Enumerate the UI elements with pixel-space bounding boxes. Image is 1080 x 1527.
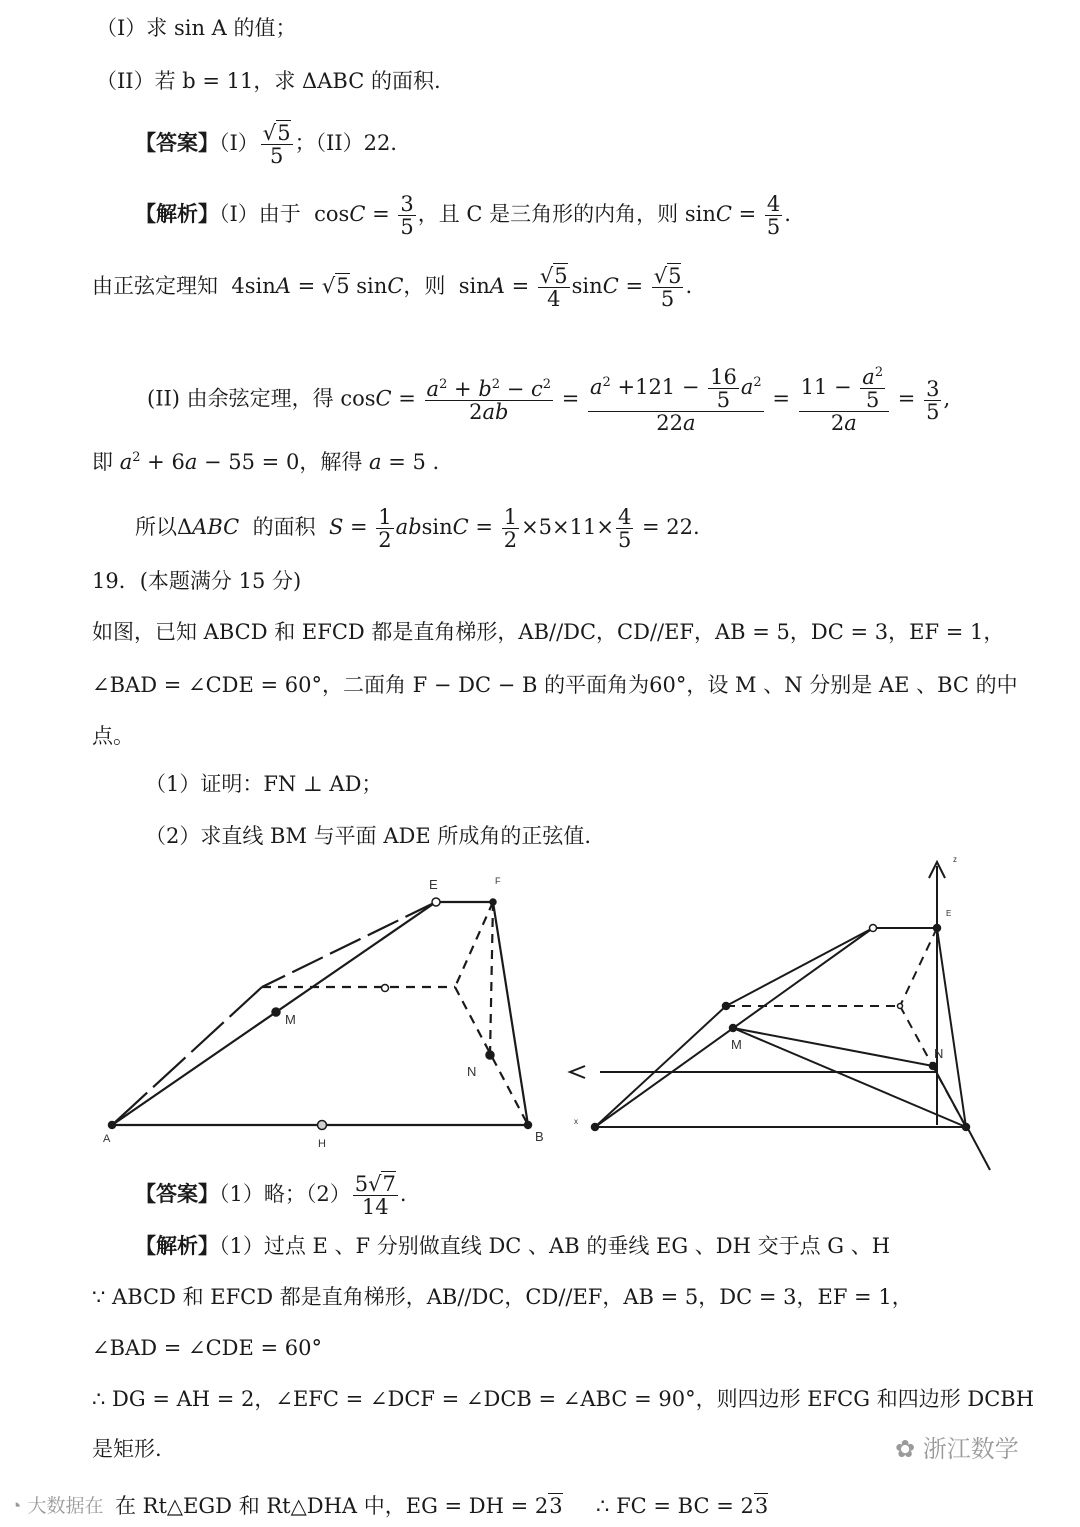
figure-1-trapezoid-solid (95, 870, 565, 1150)
watermark-right (895, 1432, 1019, 1467)
fig2-label-e: E (946, 909, 952, 918)
figure-2-coordinate-solid (560, 850, 1010, 1180)
q19-analysis-6b: ∴ FC = BC = 2 (596, 1494, 754, 1518)
part1-question: （I）求 sin A 的值； (96, 16, 297, 40)
part2-question: （II）若 b = 11，求 ΔABC 的面积. (96, 69, 441, 93)
law-cosines-intro: (II) 由余弦定理，得 (147, 386, 334, 411)
q19-analysis-5: 是矩形. (92, 1437, 162, 1461)
q19-stem-2: ∠BAD = ∠CDE = 60°，二面角 F − DC − B 的平面角为60°，设 M 、N 分别是 AE 、BC 的中 (92, 673, 1018, 697)
fig1-label-e: E (429, 877, 438, 892)
q18-analysis-line: 【解析】（I）由于 cosC = $\frac{3}{5}$ ，且 C 是三角形的内角，则 sinC = $\frac{4}{5}$ . (135, 192, 791, 240)
equation-mid: ，解得 (299, 450, 363, 474)
fig1-label-m: M (285, 1012, 296, 1027)
fig2-label-n: N (934, 1046, 944, 1061)
q19-stem-3: 点。 (92, 724, 134, 748)
fig2-label-m: M (731, 1037, 742, 1052)
wechat-icon: ✿ (895, 1436, 916, 1463)
fig1-label-h: H (318, 1138, 326, 1150)
weibo-logo-icon: ◔ (10, 1496, 22, 1517)
q18-analysis-tag: 【解析】 (135, 201, 219, 227)
q19-analysis-line-1 (135, 1232, 890, 1260)
law-sines-intro: 由正弦定理知 (92, 274, 218, 299)
fig2-label-x: x (574, 1117, 578, 1126)
q19-analysis-2: ∵ ABCD 和 EFCD 都是直角梯形，AB//DC，CD//EF，AB = 5，DC = 3，EF = 1， (92, 1285, 913, 1309)
q18-analysis-mid: ，且 C 是三角形的内角，则 (417, 202, 679, 227)
watermark-left (10, 1492, 104, 1521)
law-of-cosines-line: (II) 由余弦定理，得 cosC = $\frac{a^2 + b^2 - c^2}{2ab}$ = $a^2 +121$ − $\frac{16}{5}$ $a^2$ 22a = 11 − $\frac{a^2}{5}$ 2a = $\frac{3}{5}$ , (147, 365, 951, 436)
law-sines-then: ，则 (403, 274, 446, 299)
q19-answer-line: 【答案】（1）略；（2） $\frac{5√7}{14}$ . (135, 1172, 407, 1220)
law-of-sines-line: 由正弦定理知 4sinA = √5 sinC，则 sinA = $\frac{√5}{4}$ sinC = $\frac{√5}{5}$ . (92, 264, 693, 312)
q19-stem-1: 如图，已知 ABCD 和 EFCD 都是直角梯形，AB//DC，CD//EF，AB = 5，DC = 3，EF = 1， (92, 620, 1005, 644)
fig1-label-a: A (103, 1133, 111, 1145)
q19-analysis-6: 在 Rt△EGD 和 Rt△DHA 中，EG = DH = 23 ∴ FC = BC = 23 (115, 1494, 769, 1518)
q18-analysis-intro: （I）由于 (219, 202, 301, 227)
q18-answer-tag: 【答案】 (135, 130, 219, 156)
fig1-label-f: F (495, 876, 501, 886)
q19-header: 19．(本题满分 15 分) (92, 569, 302, 593)
q19-sub2: （2）求直线 BM 与平面 ADE 所成角的正弦值. (145, 824, 592, 848)
quadratic-line: 即 $a^2 + 6a - 55 = 0$，解得 a = 5 . (92, 450, 440, 474)
q19-answer-tag: 【答案】 (135, 1181, 219, 1207)
q18-answer-line: 【答案】（I） $\frac{√5}{5}$ ；（II）22． (135, 121, 412, 169)
watermark-left-text: 大数据在 (27, 1496, 104, 1517)
fig2-label-z: z (953, 855, 957, 864)
q18-answer-p2: ；（II）22． (294, 131, 412, 156)
equation-prefix: 即 (92, 450, 113, 474)
area-prefix: 所以 (135, 515, 177, 540)
q19-analysis-3: ∠BAD = ∠CDE = 60° (92, 1336, 322, 1360)
fig1-label-n: N (467, 1064, 477, 1079)
q19-analysis-1: （1）过点 E 、F 分别做直线 DC 、AB 的垂线 EG 、DH 交于点 G 、H (219, 1234, 891, 1258)
q19-analysis-tag: 【解析】 (135, 1233, 219, 1258)
fig1-label-b: B (535, 1129, 544, 1144)
q19-analysis-4: ∴ DG = AH = 2，∠EFC = ∠DCF = ∠DCB = ∠ABC = 90°，则四边形 EFCG 和四边形 DCBH (92, 1387, 1035, 1411)
q19-analysis-6a: 在 Rt△EGD 和 Rt△DHA 中，EG = DH = 2 (115, 1494, 549, 1518)
watermark-right-text: 浙江数学 (922, 1436, 1019, 1463)
q18-answer-p1: （I） (219, 131, 259, 156)
q19-sub1: （1）证明：FN ⊥ AD； (145, 772, 383, 796)
area-mid: 的面积 (252, 515, 316, 540)
q19-answer-p1: （1）略；（2） (219, 1182, 351, 1207)
area-line: 所以ΔABC 的面积 S = $\frac{1}{2}$ absinC = $\frac{1}{2}$ ×5×11× $\frac{4}{5}$ = 22. (135, 505, 700, 553)
